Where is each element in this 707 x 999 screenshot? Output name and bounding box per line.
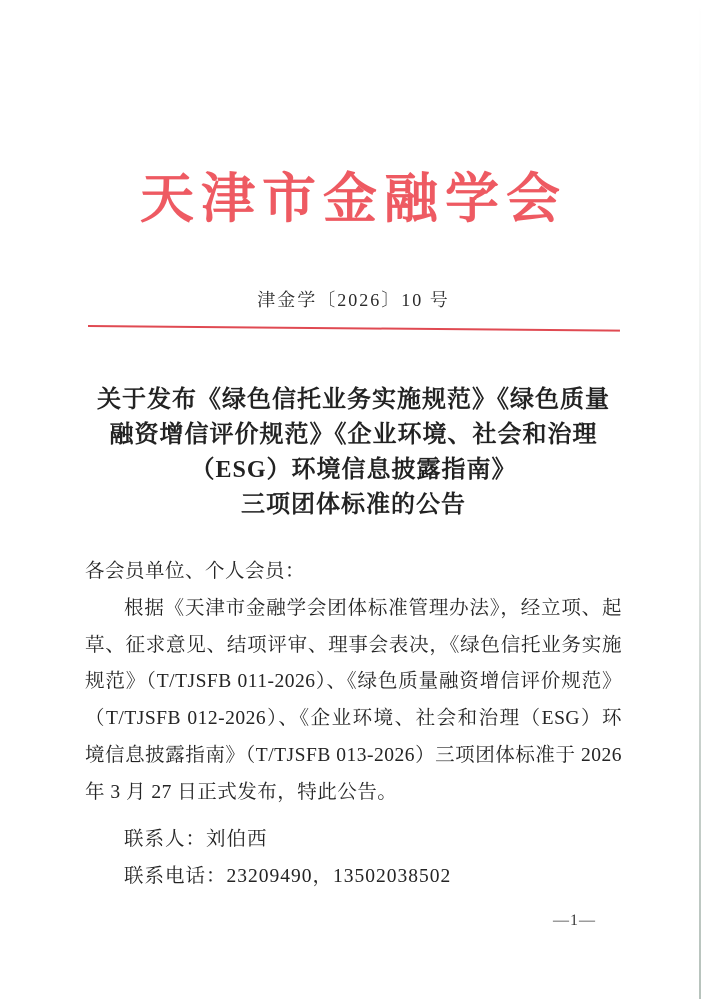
scan-artifact-edge-line	[699, 0, 701, 999]
letterhead-title: 天津市金融学会	[140, 169, 567, 229]
contact-info	[85, 822, 622, 896]
document-number: 津金学〔2026〕10 号	[257, 290, 450, 310]
announcement-title-line-1: 关于发布《绿色信托业务实施规范》《绿色质量	[97, 387, 610, 413]
salutation: 各会员单位、个人会员：	[85, 561, 306, 582]
announcement-title-line-4: 三项团体标准的公告	[241, 492, 466, 518]
red-header-rule	[88, 325, 620, 332]
body-paragraph: 根据《天津市金融学会团体标准管理办法》，经立项、起草、征求意见、结项评审、理事会表决，《绿色信托业务实施规范》（T/TJSFB 011-2026）、《绿色质量融资增信评价规范》（T/TJSFB 012-2026）、《企业环境、社会和治理（ESG）环境信息披露指南》（T/TJSFB 013-2026）三项团体标准于 2026 年 3 月 27 日正式发布，特此公告。	[85, 597, 622, 803]
contact-phone: 联系电话：23209490，13502038502	[124, 865, 452, 887]
announcement-title	[40, 383, 667, 523]
page-number: —1—	[553, 912, 596, 929]
contact-person: 联系人：刘伯西	[124, 829, 268, 850]
announcement-title-line-2: 融资增信评价规范》《企业环境、社会和治理	[109, 422, 598, 448]
announcement-title-line-3: （ESG）环境信息披露指南》	[190, 457, 517, 483]
announcement-body	[85, 554, 622, 812]
